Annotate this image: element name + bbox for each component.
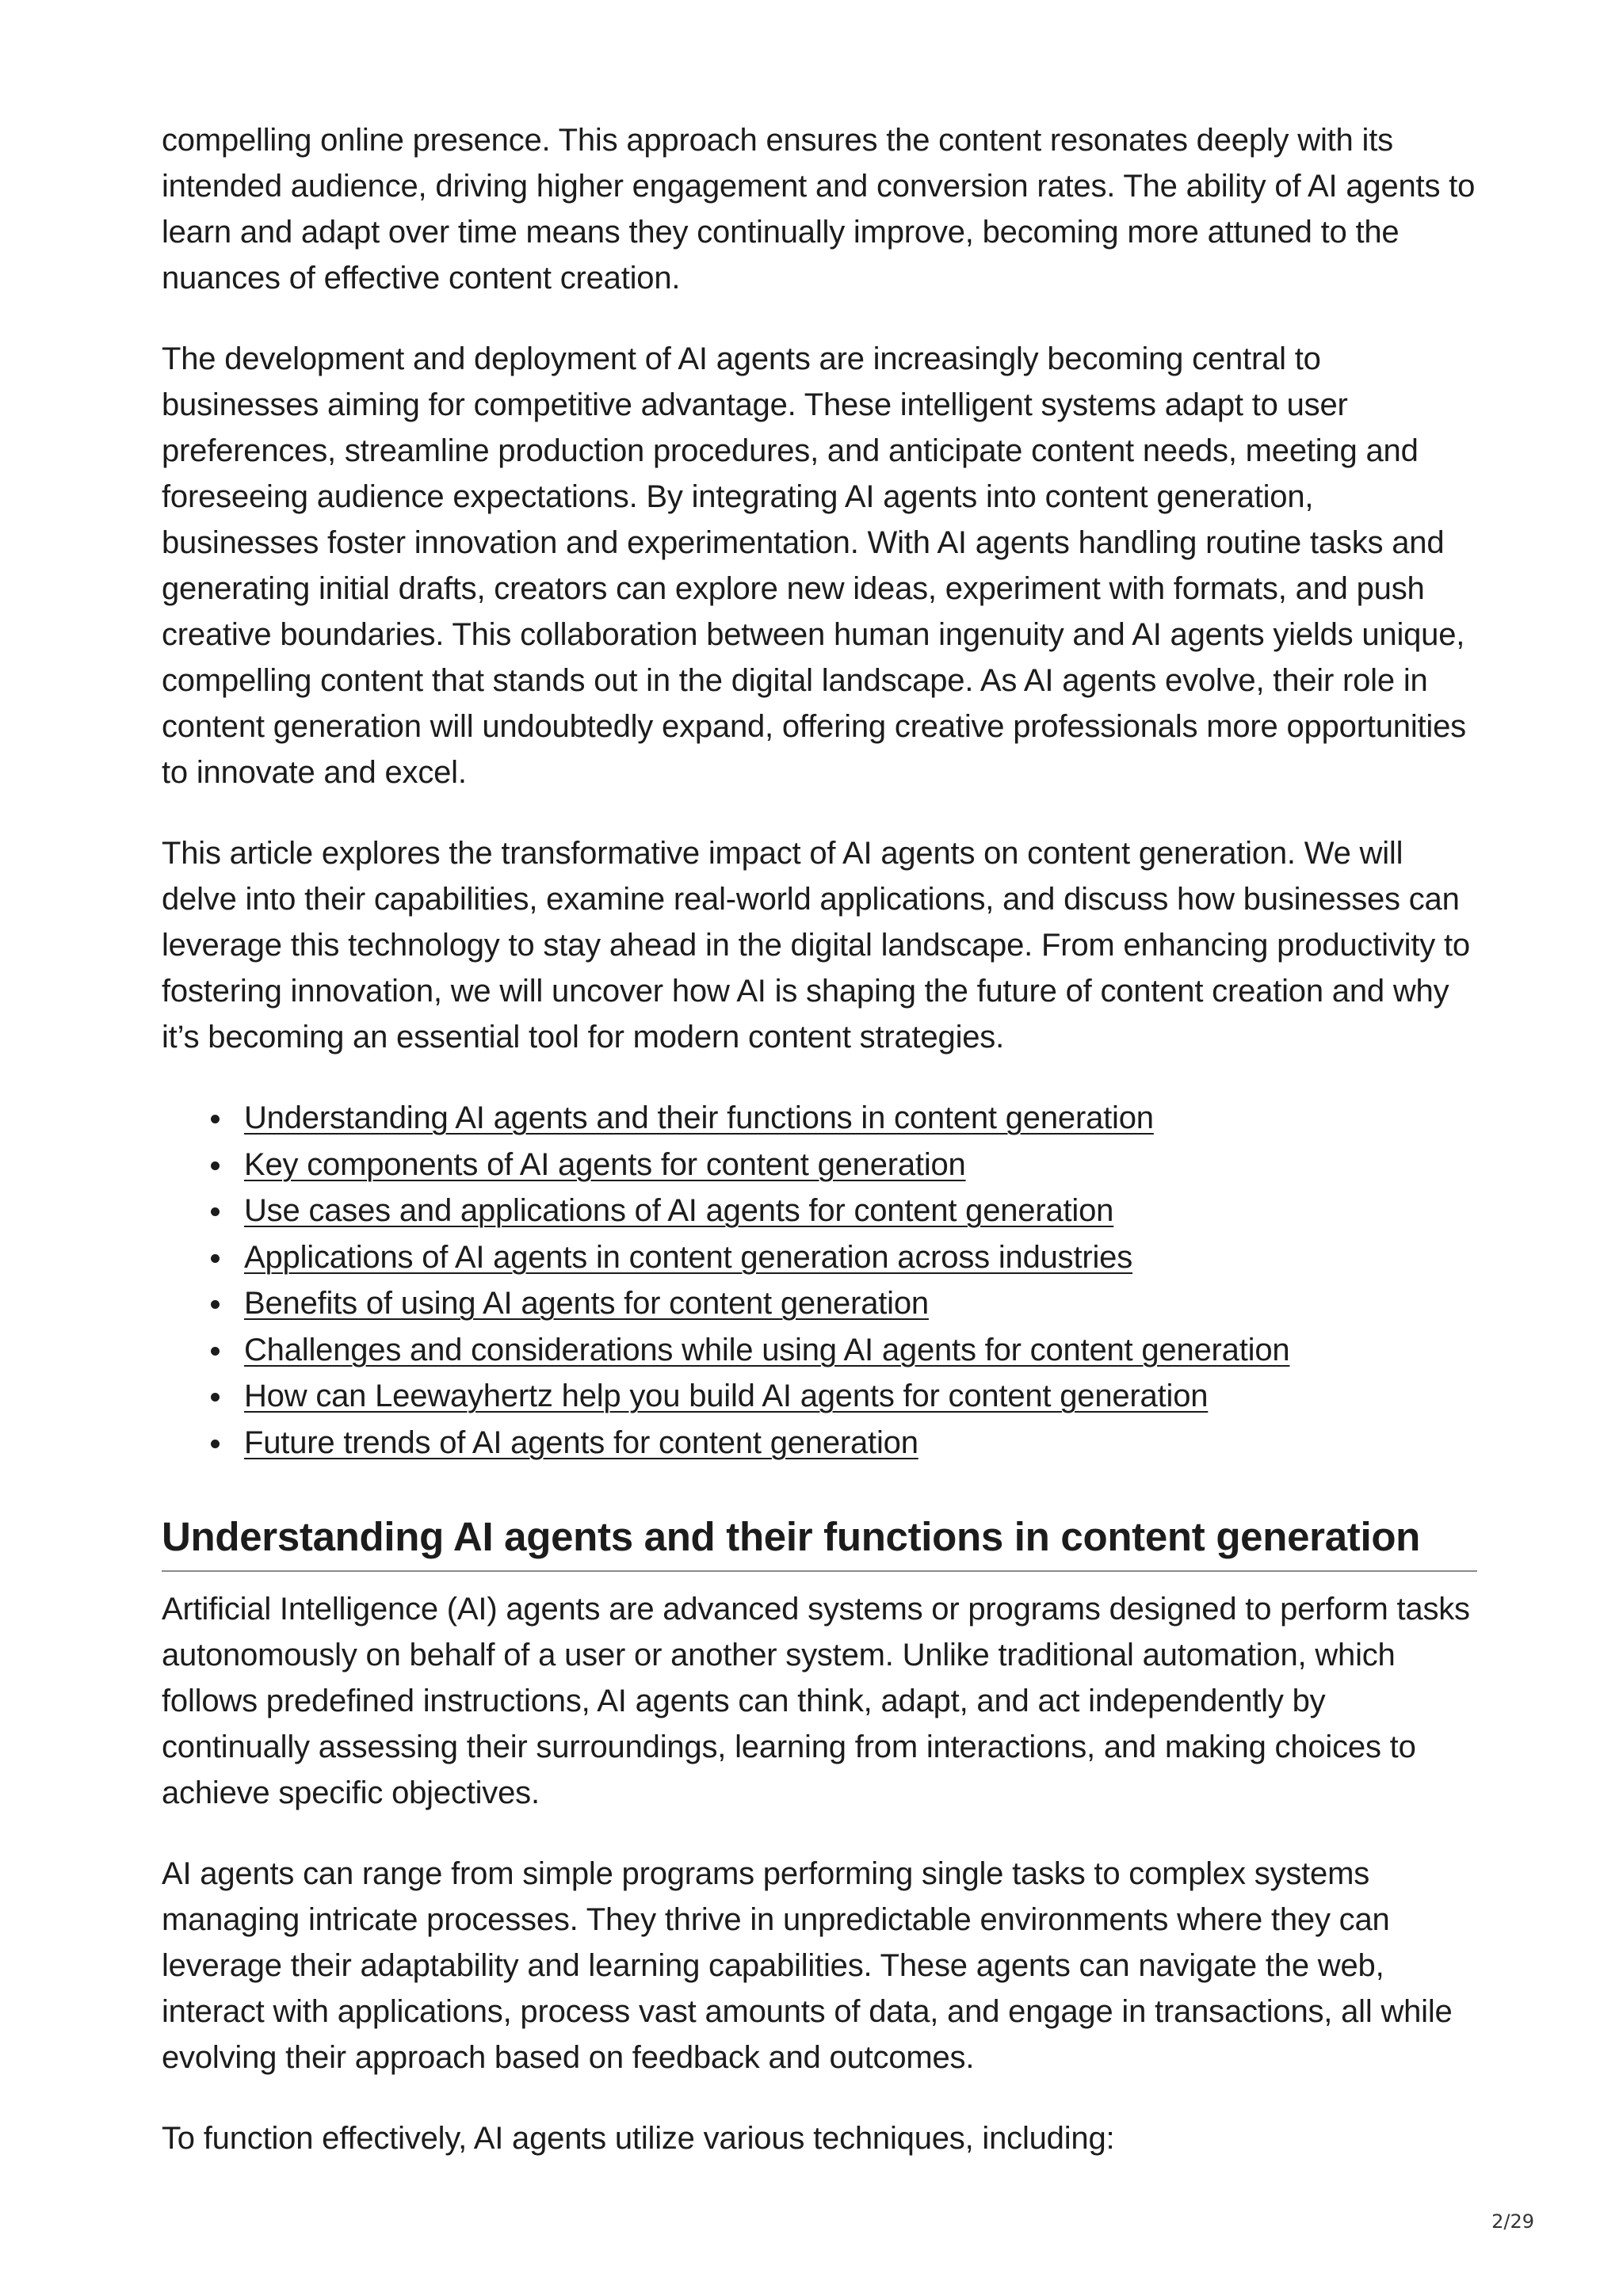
section-paragraph-3: To function effectively, AI agents utilize various techniques, including: bbox=[162, 2121, 1115, 2156]
toc-link-key-components[interactable]: Key components of AI agents for content generation bbox=[244, 1146, 966, 1182]
table-of-contents bbox=[162, 1095, 1477, 1466]
toc-link-applications[interactable]: Applications of AI agents in content generation across industries bbox=[244, 1239, 1133, 1275]
toc-item bbox=[244, 1095, 1477, 1142]
toc-item bbox=[244, 1373, 1477, 1420]
intro-paragraph-3: This article explores the transformative impact of AI agents on content generation. We will delve into their capabilities, examine real-world applications, and discuss how businesses can leverage this technology to stay ahead in the digital landscape. From enhancing productivity to fostering innovation, we will uncover how AI is shaping the future of content creation and why it’s becoming an essential tool for modern content strategies. bbox=[162, 836, 1470, 1055]
section-paragraph-1: Artificial Intelligence (AI) agents are advanced systems or programs designed to perform tasks autonomously on behalf of a user or another system. Unlike traditional automation, which follows predefined instructions, AI agents can think, adapt, and act independently by continually assessing their surroundings, learning from interactions, and making choices to achieve specific objectives. bbox=[162, 1592, 1470, 1810]
toc-item bbox=[244, 1280, 1477, 1327]
intro-paragraph-2: The development and deployment of AI agents are increasingly becoming central to businesses aiming for competitive advantage. These intelligent systems adapt to user preferences, streamline production procedures, and anticipate content needs, meeting and foreseeing audience expectations. By integrating AI agents into content generation, businesses foster innovation and experimentation. With AI agents handling routine tasks and generating initial drafts, creators can explore new ideas, experiment with formats, and push creative boundaries. This collaboration between human ingenuity and AI agents yields unique, compelling content that stands out in the digital landscape. As AI agents evolve, their role in content generation will undoubtedly expand, offering creative professionals more opportunities to innovate and excel. bbox=[162, 341, 1466, 790]
toc-item bbox=[244, 1234, 1477, 1281]
document-page bbox=[162, 117, 1477, 2161]
toc-item bbox=[244, 1188, 1477, 1234]
toc-item bbox=[244, 1142, 1477, 1188]
toc-item bbox=[244, 1327, 1477, 1374]
intro-paragraph-1: compelling online presence. This approach ensures the content resonates deeply with its intended audience, driving higher engagement and conversion rates. The ability of AI agents to learn and adapt over time means they continually improve, becoming more attuned to the nuances of effective content creation. bbox=[162, 123, 1476, 296]
toc-link-leewayhertz[interactable]: How can Leewayhertz help you build AI agents for content generation bbox=[244, 1379, 1209, 1413]
toc-link-benefits[interactable]: Benefits of using AI agents for content generation bbox=[244, 1286, 929, 1321]
toc-link-challenges[interactable]: Challenges and considerations while using AI agents for content generation bbox=[244, 1332, 1290, 1367]
toc-link-use-cases[interactable]: Use cases and applications of AI agents for content generation bbox=[244, 1193, 1114, 1228]
toc-item bbox=[244, 1420, 1477, 1466]
section-paragraph-2: AI agents can range from simple programs performing single tasks to complex systems managing intricate processes. They thrive in unpredictable environments where they can leverage their adaptability and learning capabilities. These agents can navigate the web, interact with applications, process vast amounts of data, and engage in transactions, all while evolving their approach based on feedback and outcomes. bbox=[162, 1856, 1453, 2075]
page-number: 2/29 bbox=[1491, 2210, 1534, 2233]
toc-link-understanding[interactable]: Understanding AI agents and their functions in content generation bbox=[244, 1100, 1154, 1135]
toc-link-future-trends[interactable]: Future trends of AI agents for content generation bbox=[244, 1425, 918, 1460]
section-heading: Understanding AI agents and their functions in content generation bbox=[162, 1512, 1477, 1572]
